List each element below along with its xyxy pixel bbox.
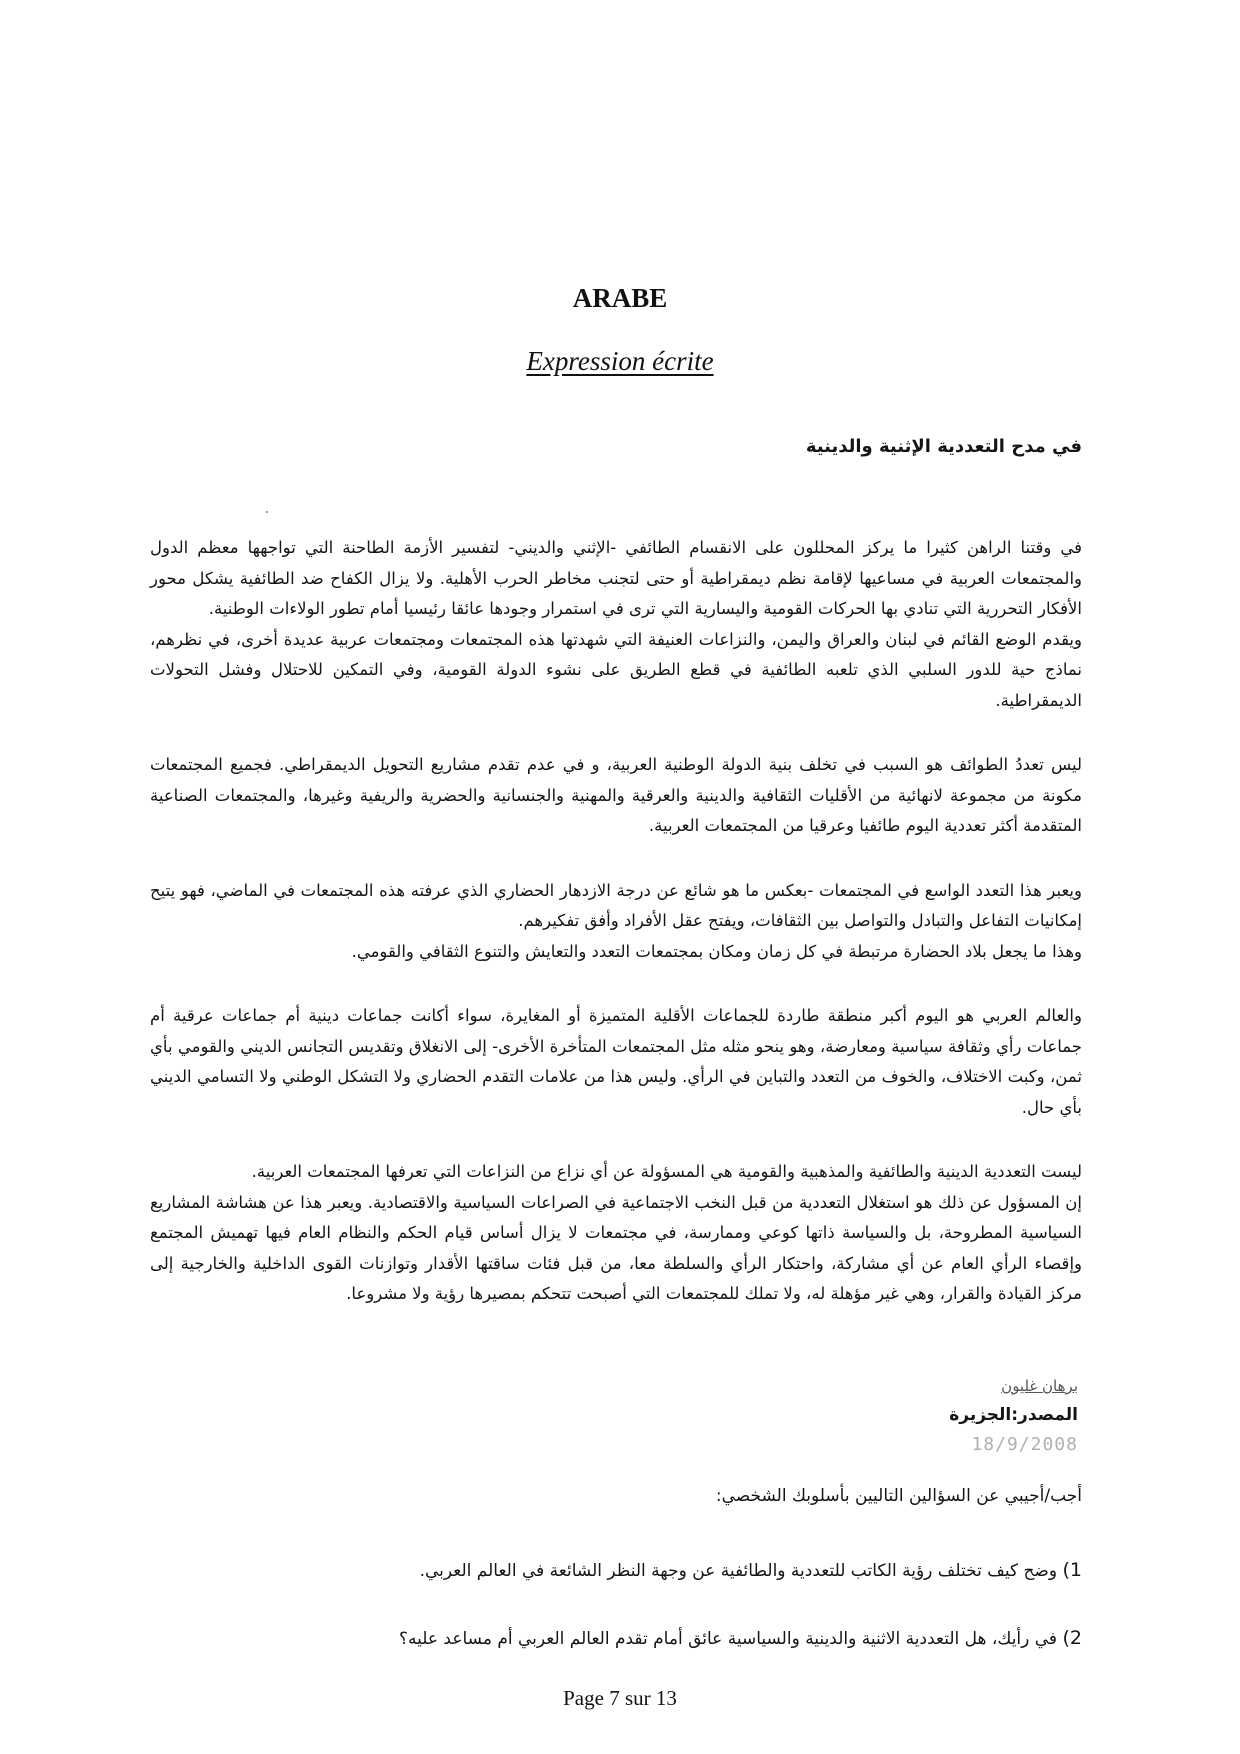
article-paragraph-3: ليس تعددُ الطوائف هو السبب في تخلف بنية الدولة الوطنية العربية، و في عدم تقدم مشاريع التحويل الديمقراطي. فجميع المجتمعات مكونة من مجموعة لانهائية من الأقليات الثقافية والدينية والعرقية والمهنية والجنسانية والحضرية والريفية وغيرها، والمجتمعات الصناعية المتقدمة أكثر تعددية اليوم طائفيا وعرقيا من المجتمعات العربية. [150,755,1082,835]
question-2-text: في رأيك، هل التعددية الاثنية والدينية والسياسية عائق أمام تقدم العالم العربي أم مساعد عليه؟ [398,1629,1058,1649]
question-2 [182,1623,1082,1654]
article-signature [778,1372,1078,1459]
article-paragraph-2: ويقدم الوضع القائم في لبنان والعراق واليمن، والنزاعات العنيفة التي شهدتها هذه المجتمعات ومجتمعات عربية عديدة أخرى، في نظرهم، نماذج حية للدور السلبي الذي تلعبه الطائفية في قطع الطريق على نشوء الدولة القومية، وفي التمكين للاحتلال وفشل التحولات الديمقراطية. [150,629,1082,710]
signature-author: برهان غليون [1001,1377,1078,1395]
question-1-number: 1) [1062,1559,1082,1581]
question-1 [182,1555,1082,1586]
page-subtitle: Expression écrite [526,346,714,376]
article-paragraph-5: وهذا ما يجعل بلاد الحضارة مرتبطة في كل زمان ومكان بمجتمعات التعدد والتعايش والتنوع الثقافي والقومي. [351,941,1082,961]
article-paragraph-1: في وقتنا الراهن كثيرا ما يركز المحللون على الانقسام الطائفي -الإثني والديني- لتفسير الأزمة الطاحنة التي تواجهها معظم الدول والمجتمعات العربية في مساعيها لإقامة نظم ديمقراطية أو حتى لتجنب مخاطر الحرب الأهلية. ولا يزال الكفاح ضد الطائفية يشكل محور الأفكار التحررية التي تنادي بها الحركات القومية واليسارية التي ترى في استمرار وجودها عائقا رئيسيا أمام تطور الولاءات الوطنية. [150,538,1082,618]
signature-date: 18/9/2008 [971,1434,1078,1455]
scan-speck [266,511,268,513]
page-footer: Page 7 sur 13 [563,1686,677,1710]
signature-source: المصدر:الجزيرة [949,1405,1078,1425]
questions-instruction: أجب/أجيبي عن السؤالين التاليين بأسلوبك الشخصي: [715,1486,1082,1506]
article-paragraph-8: إن المسؤول عن ذلك هو استغلال التعددية من قبل النخب الاجتماعية في الصراعات السياسية والاقتصادية. ويعبر هذا عن هشاشة المشاريع السياسية المطروحة، بل والسياسة ذاتها كوعي وممارسة، في مجتمعات لا يزال أساس قيام الحكم والنظام العام فيها تهميش المجتمع وإقصاء الرأي العام عن أي مشاركة، واحتكار الرأي والسلطة معا، من قبل فئات ساقتها الأقدار وتوازنات القوى الداخلية والخارجية إلى مركز القيادة والقرار، وهي غير مؤهلة له، ولا تملك للمجتمعات التي أصبحت تتحكم بمصيرها رؤية ولا مشروعا. [150,1192,1082,1303]
article-heading: في مدح التعددية الإثنية والدينية [805,436,1082,457]
question-1-text: وضح كيف تختلف رؤية الكاتب للتعددية والطائفية عن وجهة النظر الشائعة في العالم العربي. [419,1561,1058,1581]
article-body [150,533,1082,1310]
page-title: ARABE [572,283,668,313]
article-paragraph-4: ويعبر هذا التعدد الواسع في المجتمعات -بعكس ما هو شائع عن درجة الازدهار الحضاري الذي عرفته هذه المجتمعات في الماضي، فهو يتيح إمكانيات التفاعل والتبادل والتواصل بين الثقافات، ويفتح عقل الأفراد وأفق تفكيرهم. [150,880,1082,930]
article-paragraph-6: والعالم العربي هو اليوم أكبر منطقة طاردة للجماعات الأقلية المتميزة أو المغايرة، سواء أكانت جماعات دينية أم جماعات عرقية أم جماعات رأي وثقافة سياسية ومعارضة، وهو ينحو مثله مثل المجتمعات المتأخرة الأخرى- إلى الانغلاق وتقديس التجانس الديني والقومي بأي ثمن، وكبت الاختلاف، والخوف من التعدد والتباين في الرأي. وليس هذا من علامات التقدم الحضاري ولا التشكل الوطني ولا التسامي الديني بأي حال. [150,1006,1082,1117]
article-paragraph-7: ليست التعددية الدينية والطائفية والمذهبية والقومية هي المسؤولة عن أي نزاع من النزاعات التي تعرفها المجتمعات العربية. [251,1162,1082,1181]
question-2-number: 2) [1062,1627,1082,1649]
